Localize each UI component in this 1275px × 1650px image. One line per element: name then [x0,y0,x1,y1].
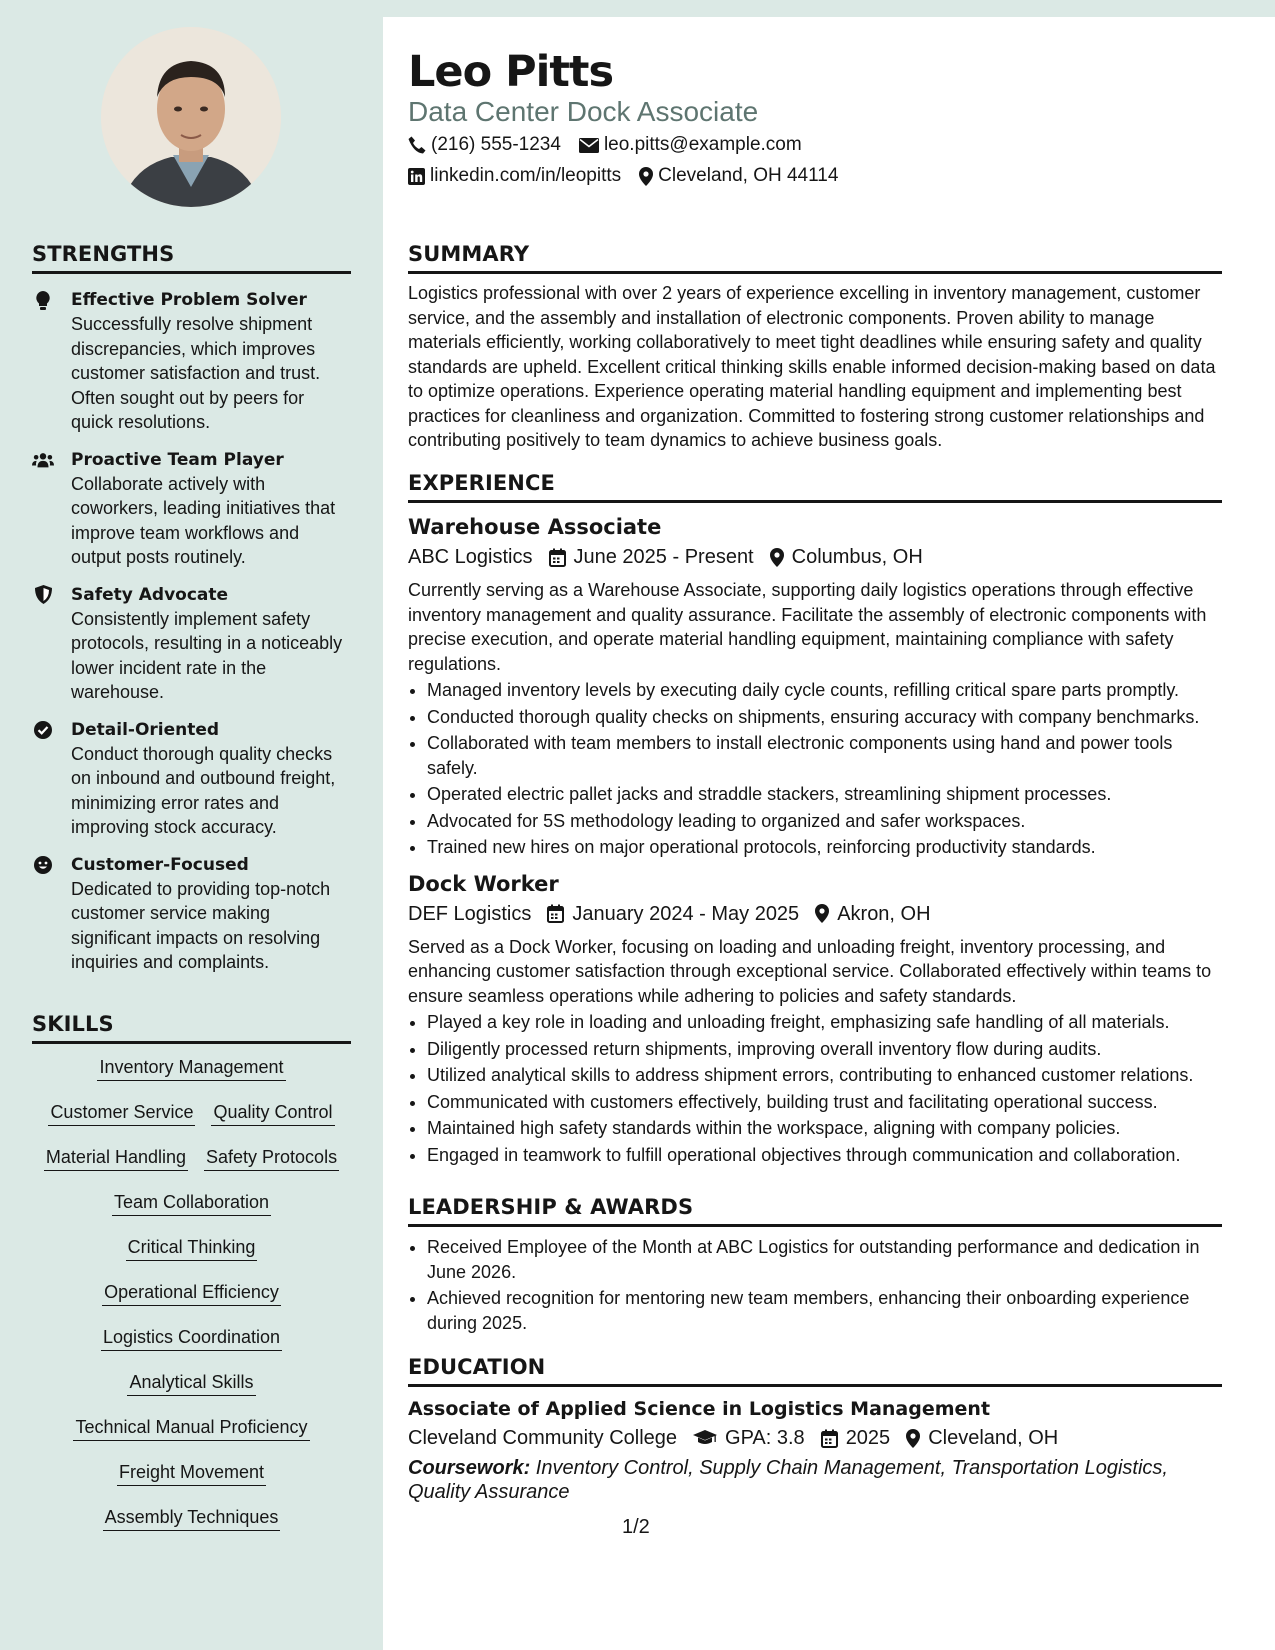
education-year-text: 2025 [845,1427,891,1449]
page-number: 1/2 [622,1516,650,1538]
awards-bullets [408,1235,1222,1335]
education-year [821,1424,891,1452]
education-school: Cleveland Community College [408,1427,678,1449]
contact-line [408,164,856,188]
skill-tag: Quality Control [211,1099,334,1126]
location-text: Cleveland, OH 44114 [658,165,839,186]
education-gpa [693,1424,805,1452]
skill-tag: Freight Movement [117,1459,266,1486]
job-dates-text: January 2024 - May 2025 [572,902,800,925]
job-description: Currently serving as a Warehouse Associate, supporting daily logistics operations through effective inventory management and quality assurance. Facilitate the assembly of electronic components with precise execution, and operate material handling equipment, maintaining compliance with safety regulations. [408,580,1207,674]
calendar-icon [547,904,564,923]
job-company: ABC Logistics [408,546,533,568]
job-bullet: • Diligently processed return shipments, improving overall inventory flow during audits. [427,1037,1222,1062]
summary-text: Logistics professional with over 2 years of experience excelling in inventory management, customer service, and the assembly and installation of electronic components. Proven ability to manage materials efficiently, working collaboratively to meet tight deadlines while ensuring safety and quality standards are upheld. Excellent critical thinking skills enable informed decision-making based on data to optimize operations. Experience operating material handling equipment and implementing best practices for cleanliness and organization. Committed to fostering strong customer relationships and contributing positively to team dynamics to achieve business goals. [408,283,1216,450]
strength-desc: Successfully resolve shipment discrepancies, which improves customer satisfaction and trust. Often sought out by peers for quick resolutions. [71,314,321,432]
awards-section [408,1195,1222,1337]
job-bullet: • Collaborated with team members to install electronic components using hand and power tools safely. [427,731,1222,780]
job-meta [408,543,1222,571]
candidate-name: Leo Pitts [408,47,614,97]
job-bullet: • Trained new hires on major operational protocols, reinforcing productivity standards. [427,835,1222,860]
strength-desc: Conduct thorough quality checks on inbound and outbound freight, minimizing error rates and improving stock accuracy. [71,743,336,837]
job-bullet: • Managed inventory levels by executing daily cycle counts, refilling critical spare parts promptly. [427,678,1222,703]
education-meta [408,1424,1222,1452]
summary-section [408,242,1222,453]
linkedin-icon [408,168,425,185]
linkedin-contact[interactable] [408,164,621,188]
profile-photo [101,27,281,207]
phone-icon [408,136,426,154]
smile-icon [32,855,54,875]
email-text: leo.pitts@example.com [603,134,802,155]
experience-section [408,471,1222,1169]
contact-line [408,133,820,157]
strength-title: Effective Problem Solver [71,290,307,310]
job-bullet: • Conducted thorough quality checks on shipments, ensuring accuracy with company benchmarks. [427,705,1222,730]
strength-desc: Dedicated to providing top-notch customer service making significant impacts on resolving inquiries and complaints. [71,878,331,972]
skill-tag: Assembly Techniques [103,1504,281,1531]
award-bullet: • Achieved recognition for mentoring new team members, enhancing their onboarding experience during 2025. [427,1286,1222,1335]
lightbulb-icon [32,290,54,310]
skills-list [32,1054,351,1549]
strength-desc: Consistently implement safety protocols, resulting in a noticeably lower incident rate in the warehouse. [71,608,343,702]
calendar-icon [821,1429,838,1448]
education-gpa-text: GPA: 3.8 [725,1427,805,1449]
experience-heading: EXPERIENCE [408,471,1222,503]
strength-desc: Collaborate actively with coworkers, leading initiatives that improve team workflows and output posts routinely. [71,473,336,567]
skill-tag: Safety Protocols [204,1144,339,1171]
job-bullets [408,678,1222,860]
job-bullet: • Utilized analytical skills to address shipment errors, contributing to enhanced customer relations. [427,1063,1222,1088]
job-company: DEF Logistics [408,902,532,925]
avatar [101,27,281,207]
check-circle-icon [32,720,54,740]
job-location [770,543,923,571]
education-location [906,1424,1058,1452]
skill-tag: Inventory Management [97,1054,285,1081]
awards-heading: LEADERSHIP & AWARDS [408,1195,1222,1227]
map-pin-icon [906,1429,920,1448]
job-bullet: • Advocated for 5S methodology leading to organized and safer workspaces. [427,809,1222,834]
phone-text: (216) 555-1234 [431,134,561,155]
strengths-heading: STRENGTHS [32,242,351,274]
skill-tag: Material Handling [44,1144,188,1171]
job-position: Dock Worker [408,871,559,896]
coursework-label: Coursework: [408,1457,531,1479]
job-title: Data Center Dock Associate [408,96,759,127]
job-bullet: • Played a key role in loading and unloading freight, emphasizing safe handling of all materials. [427,1010,1222,1035]
job-dates-text: June 2025 - Present [573,546,754,568]
job-bullet: • Communicated with customers effectively, building trust and facilitating operational success. [427,1090,1222,1115]
education-degree: Associate of Applied Science in Logistics Management [408,1398,991,1420]
job-bullets [408,1010,1222,1167]
map-pin-icon [815,904,829,923]
sidebar [0,0,383,1650]
shield-icon [32,585,54,605]
job-position: Warehouse Associate [408,515,662,539]
skill-tag: Analytical Skills [127,1369,255,1396]
coursework [408,1456,1222,1504]
job-location-text: Akron, OH [837,902,931,925]
job-bullet: • Engaged in teamwork to fulfill operational objectives through communication and collaboration. [427,1143,1222,1168]
strength-item [32,288,351,435]
job-location-text: Columbus, OH [791,546,923,568]
job-location [815,900,930,928]
job-meta [408,900,1222,928]
linkedin-text: linkedin.com/in/leopitts [430,165,622,186]
strength-title: Detail-Oriented [71,719,220,740]
job-entry [408,870,1222,1168]
coursework-text: Inventory Control, Supply Chain Management, Transportation Logistics, Quality Assurance [408,1457,1168,1503]
strength-title: Safety Advocate [71,584,229,605]
phone-contact[interactable] [408,133,561,157]
strength-item [32,853,351,975]
strength-item [32,583,351,705]
job-bullet: • Operated electric pallet jacks and straddle stackers, streamlining shipment processes. [427,782,1222,807]
job-bullet: • Maintained high safety standards within the workspace, aligning with company policies. [427,1116,1222,1141]
envelope-icon [579,138,599,153]
job-dates [547,900,799,928]
skills-section [32,1012,351,1549]
map-pin-icon [770,548,784,567]
job-entry [408,513,1222,860]
main-content [383,17,1275,1650]
job-dates [549,543,754,571]
award-bullet: • Received Employee of the Month at ABC Logistics for outstanding performance and dedication in June 2026. [427,1235,1222,1284]
education-location-text: Cleveland, OH [928,1427,1059,1449]
skill-tag: Team Collaboration [112,1189,271,1216]
skill-tag: Critical Thinking [126,1234,258,1261]
strength-title: Customer-Focused [71,854,249,875]
education-section [408,1355,1222,1504]
strength-title: Proactive Team Player [71,449,284,470]
skill-tag: Logistics Coordination [101,1324,282,1351]
users-icon [32,450,54,470]
location-contact [639,164,838,188]
strength-item [32,718,351,840]
strength-item [32,448,351,570]
map-pin-icon [639,167,653,186]
skill-tag: Customer Service [48,1099,195,1126]
strengths-section [32,242,351,975]
education-heading: EDUCATION [408,1355,1222,1387]
calendar-icon [549,548,566,567]
graduation-cap-icon [693,1430,717,1446]
skill-tag: Technical Manual Proficiency [73,1414,309,1441]
summary-heading: SUMMARY [408,242,1222,274]
skill-tag: Operational Efficiency [102,1279,281,1306]
skills-heading: SKILLS [32,1012,351,1044]
email-contact[interactable] [579,133,802,157]
job-description: Served as a Dock Worker, focusing on loading and unloading freight, inventory processing, and enhancing customer satisfaction through exceptional service. Collaborated effectively within teams to ensure seamless operations while adhering to policies and safety standards. [408,936,1212,1006]
